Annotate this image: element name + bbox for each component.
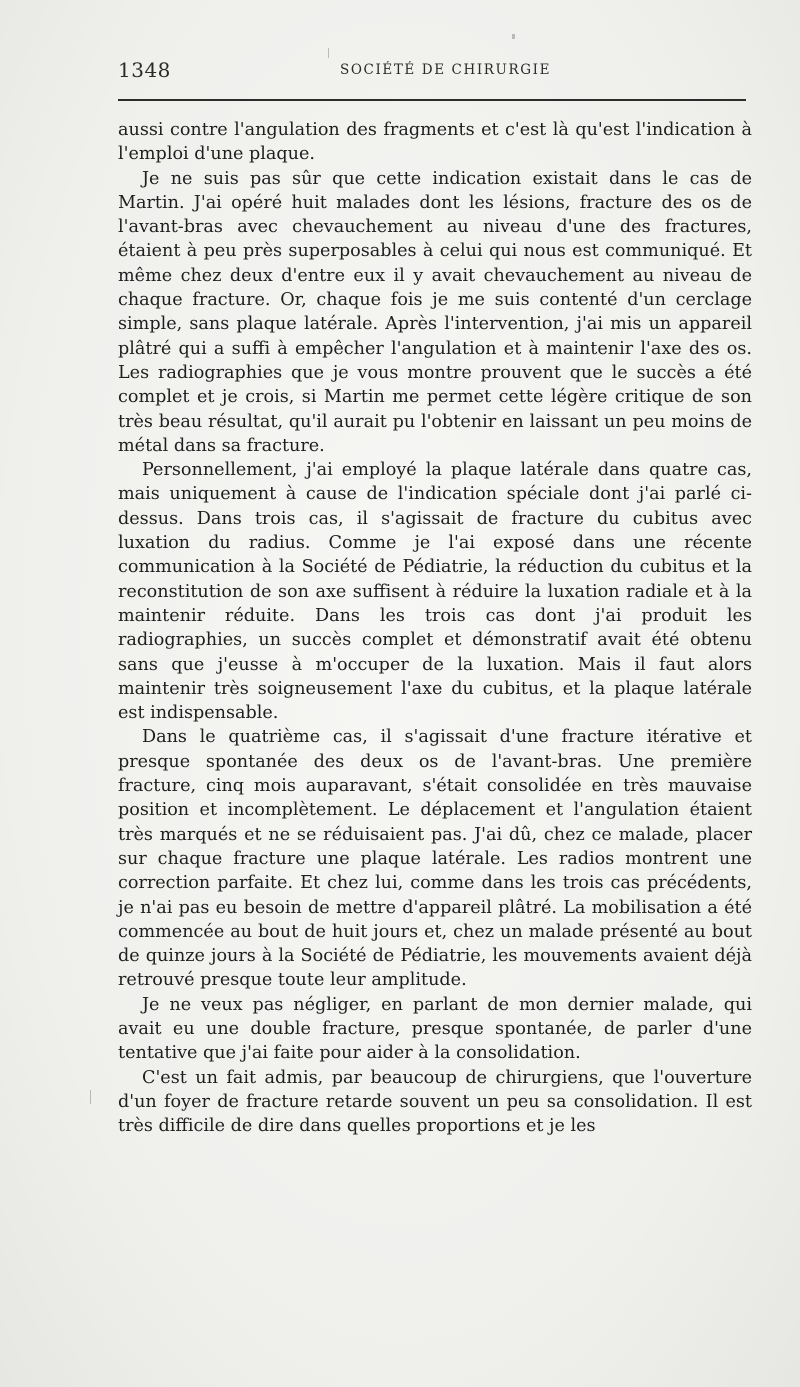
ink-speck: [90, 1090, 91, 1104]
running-title: SOCIÉTÉ DE CHIRURGIE: [340, 62, 552, 78]
body-text: [118, 118, 752, 1138]
paragraph-5: Je ne veux pas négliger, en parlant de mon dernier malade, qui avait eu une double fracture, presque spontanée, de parler d'une tentative que j'ai faite pour aider à la consolidation.: [118, 994, 752, 1064]
paragraph-3: Personnellement, j'ai employé la plaque latérale dans quatre cas, mais uniquement à cause de l'indication spéciale dont j'ai parlé ci-dessus. Dans trois cas, il s'agissait de fracture du cubitus avec luxation du radius. Comme je l'ai exposé dans une récente communication à la Société de Pédiatrie, la réduction du cubitus et la reconstitution de son axe suffisent à réduire la luxation radiale et à la maintenir réduite. Dans les trois cas dont j'ai produit les radiographies, un succès complet et démonstratif avait été obtenu sans que j'eusse à m'occuper de la luxation. Mais il faut alors maintenir très soigneusement l'axe du cubitus, et la plaque latérale est indispensable.: [118, 460, 752, 724]
paragraph-1: aussi contre l'angulation des fragments et c'est là qu'est l'indication à l'emploi d'une plaque.: [118, 120, 752, 165]
header-rule: [118, 99, 746, 101]
ink-speck: [512, 34, 515, 39]
ink-speck: [328, 48, 329, 58]
paragraph-4: Dans le quatrième cas, il s'agissait d'une fracture itérative et presque spontanée des deux os de l'avant-bras. Une première fracture, cinq mois auparavant, s'était consolidée en très mauvaise position et incomplètement. Le déplacement et l'angulation étaient très marqués et ne se réduisaient pas. J'ai dû, chez ce malade, placer sur chaque fracture une plaque latérale. Les radios montrent une correction parfaite. Et chez lui, comme dans les trois cas précédents, je n'ai pas eu besoin de mettre d'appareil plâtré. La mobilisation a été commencée au bout de huit jours et, chez un malade présenté au bout de quinze jours à la Société de Pédiatrie, les mouvements avaient déjà retrouvé presque toute leur amplitude.: [118, 727, 752, 991]
paragraph-2: Je ne suis pas sûr que cette indication existait dans le cas de Martin. J'ai opéré huit malades dont les lésions, fracture des os de l'avant-bras avec chevauchement au niveau d'une des fractures, étaient à peu près superposables à celui qui nous est communiqué. Et même chez deux d'entre eux il y avait chevauchement au niveau de chaque fracture. Or, chaque fois je me suis contenté d'un cerclage simple, sans plaque latérale. Après l'intervention, j'ai mis un appareil plâtré qui a suffi à empêcher l'angulation et à maintenir l'axe des os. Les radiographies que je vous montre prouvent que le succès a été complet et je crois, si Martin me permet cette légère critique de son très beau résultat, qu'il aurait pu l'obtenir en laissant un peu moins de métal dans sa fracture.: [118, 168, 752, 456]
page-number: 1348: [118, 58, 171, 82]
paragraph-6: C'est un fait admis, par beaucoup de chirurgiens, que l'ouverture d'un foyer de fracture retarde souvent un peu sa consolidation. Il est très difficile de dire dans quelles proportions et je les: [118, 1067, 752, 1137]
running-header: [118, 58, 746, 86]
